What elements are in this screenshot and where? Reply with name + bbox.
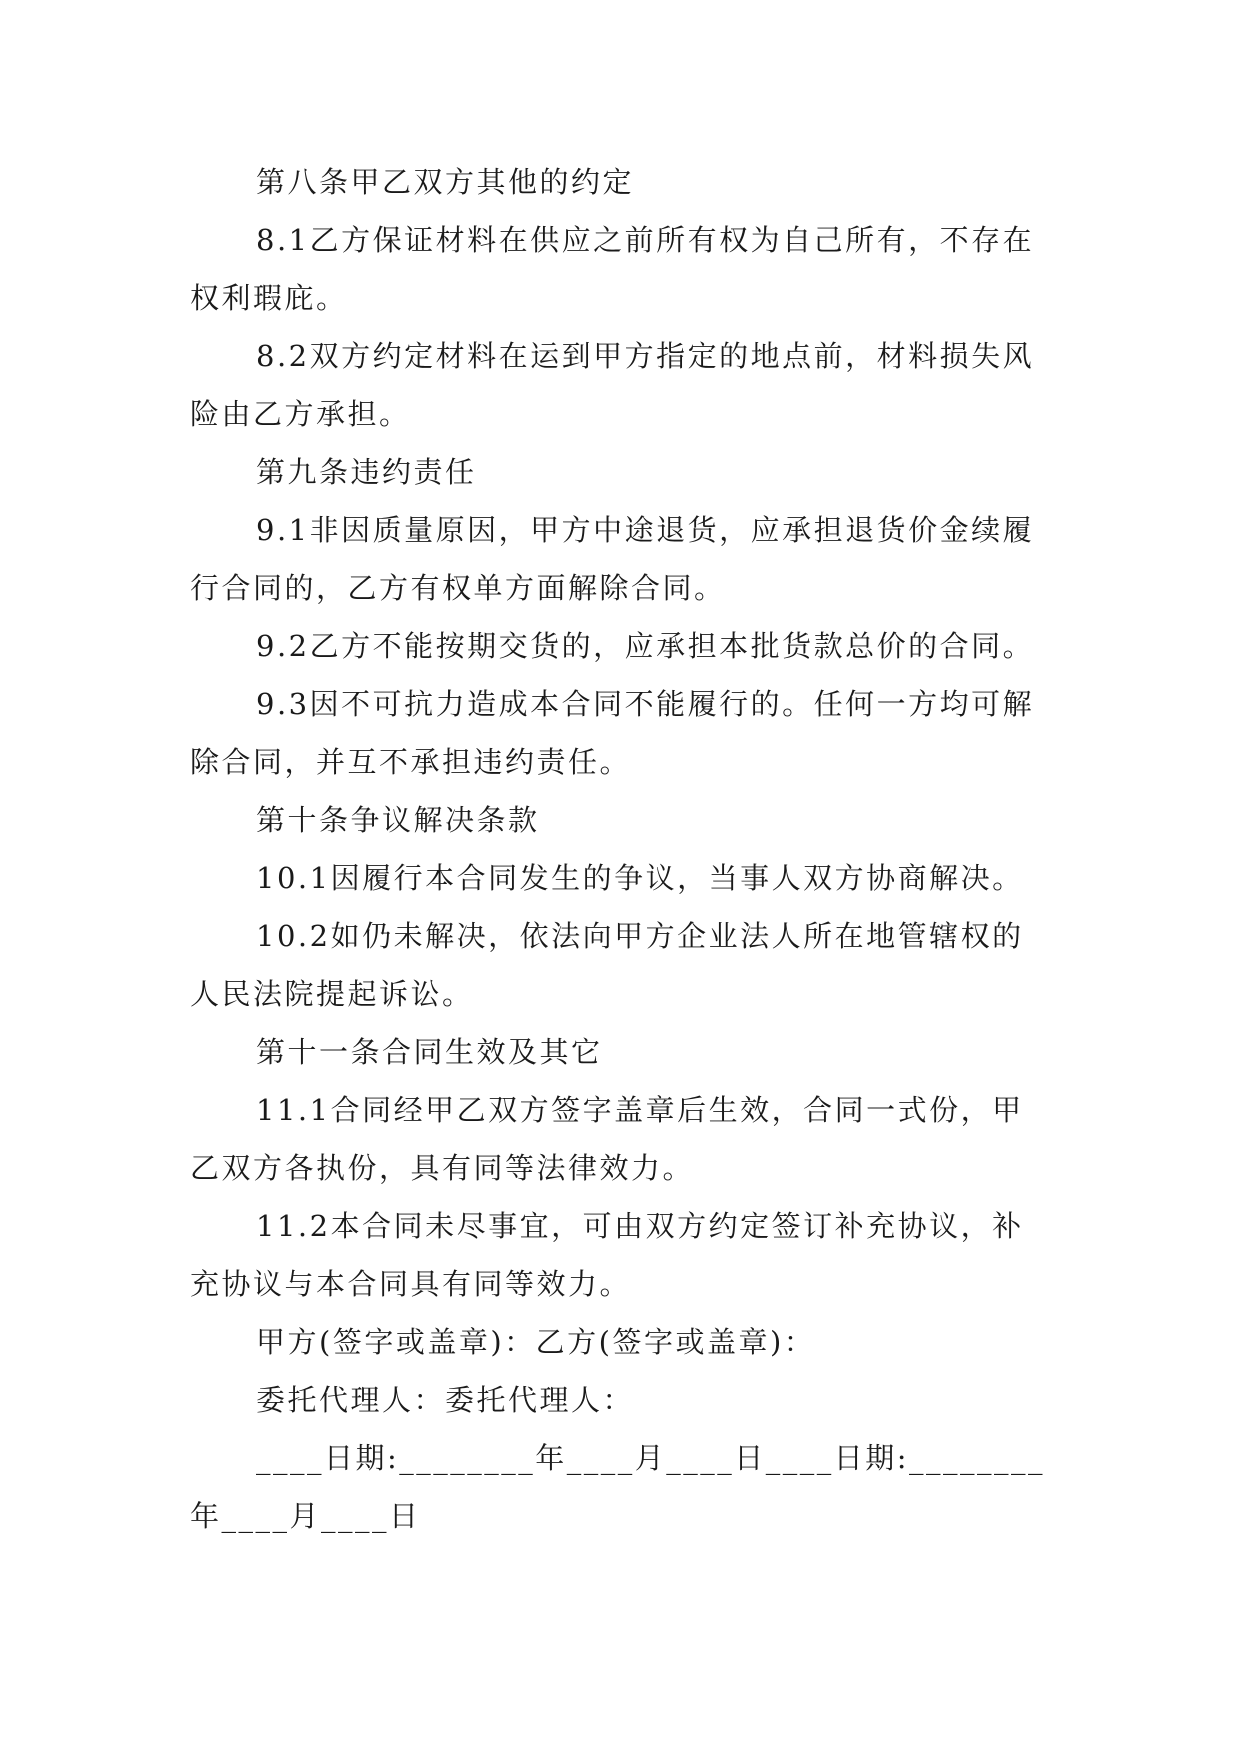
clause-11-2: 11.2本合同未尽事宜，可由双方约定签订补充协议，补充协议与本合同具有同等效力。 — [190, 1209, 1024, 1301]
clause-9-3: 9.3因不可抗力造成本合同不能履行的。任何一方均可解除合同，并互不承担违约责任。 — [190, 687, 1035, 779]
clause-8-2: 8.2双方约定材料在运到甲方指定的地点前，材料损失风险由乙方承担。 — [190, 339, 1035, 431]
signature-line-agents: 委托代理人：委托代理人： — [256, 1383, 635, 1417]
clause-9-2: 9.2乙方不能按期交货的，应承担本批货款总价的合同。 — [256, 629, 1035, 663]
section-heading-8: 第八条甲乙双方其他的约定 — [256, 165, 635, 199]
clause-10-2: 10.2如仍未解决，依法向甲方企业法人所在地管辖权的人民法院提起诉讼。 — [190, 919, 1024, 1011]
clause-10-1: 10.1因履行本合同发生的争议，当事人双方协商解决。 — [256, 861, 1024, 895]
clause-11-1: 11.1合同经甲乙双方签字盖章后生效，合同一式份，甲乙双方各执份，具有同等法律效力。 — [190, 1093, 1024, 1185]
section-heading-11: 第十一条合同生效及其它 — [256, 1035, 603, 1069]
section-heading-10: 第十条争议解决条款 — [256, 803, 540, 837]
section-heading-9: 第九条违约责任 — [256, 455, 477, 489]
signature-line-parties: 甲方(签字或盖章)：乙方(签字或盖章)： — [256, 1325, 816, 1359]
document-body — [190, 153, 1050, 1545]
clause-8-1: 8.1乙方保证材料在供应之前所有权为自己所有，不存在权利瑕庇。 — [190, 223, 1035, 315]
signature-line-dates: ____日期:________年____月____日____日期:________年____月____日 — [190, 1441, 1046, 1533]
clause-9-1: 9.1非因质量原因，甲方中途退货，应承担退货价金续履行合同的，乙方有权单方面解除合同。 — [190, 513, 1035, 605]
